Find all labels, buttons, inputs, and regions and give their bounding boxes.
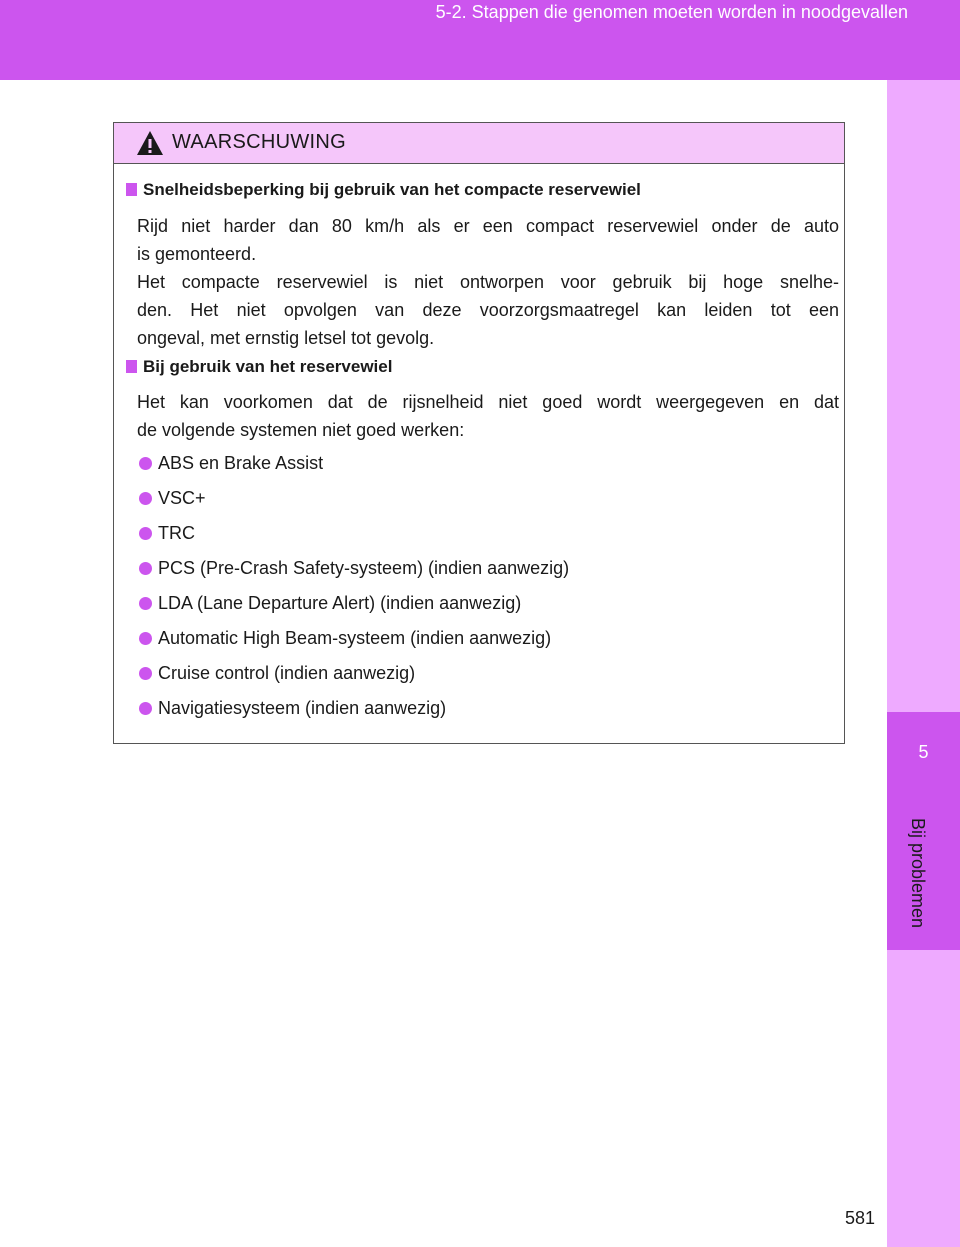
bullet-dot-icon — [139, 527, 152, 540]
page-header — [0, 0, 960, 80]
warning-box — [113, 122, 845, 744]
bullet-dot-icon — [139, 597, 152, 610]
warning-title: WAARSCHUWING — [172, 131, 346, 153]
square-bullet-icon — [126, 360, 137, 373]
section-heading-speed-limit: Snelheidsbeperking bij gebruik van het compacte reservewiel — [126, 180, 641, 200]
list-item: ABS en Brake Assist — [139, 453, 323, 474]
list-item: Navigatiesysteem (indien aanwezig) — [139, 698, 446, 719]
chapter-title: Bij problemen — [908, 818, 928, 929]
chapter-number: 5 — [918, 742, 929, 762]
bullet-dot-icon — [139, 562, 152, 575]
page-number: 581 — [844, 1208, 875, 1228]
bullet-dot-icon — [139, 457, 152, 470]
side-strip — [887, 80, 960, 1247]
section-heading-spare-wheel: Bij gebruik van het reservewiel — [126, 357, 392, 377]
bullet-dot-icon — [139, 492, 152, 505]
warning-header — [114, 123, 844, 164]
bullet-dot-icon — [139, 702, 152, 715]
chapter-tab — [887, 712, 960, 950]
bullet-dot-icon — [139, 632, 152, 645]
list-item: VSC+ — [139, 488, 206, 509]
square-bullet-icon — [126, 183, 137, 196]
list-item: PCS (Pre-Crash Safety-systeem) (indien aanwezig) — [139, 558, 569, 579]
paragraph-speed-limit: Rijd niet harder dan 80 km/h als er een compact reservewiel onder de auto is gemonteerd. Het compacte reservewiel is niet ontworpen voor gebruik bij hoge snelhe- den. Het niet opvolgen van deze voorzorgsmaatregel kan leiden tot een ongeval, met ernstig letsel tot gevolg. — [137, 216, 839, 348]
list-item: LDA (Lane Departure Alert) (indien aanwezig) — [139, 593, 521, 614]
warning-triangle-icon — [136, 130, 164, 156]
paragraph-spare-wheel: Het kan voorkomen dat de rijsnelheid niet goed wordt weergegeven en dat de volgende systemen niet goed werken: — [137, 392, 839, 440]
list-item: Cruise control (indien aanwezig) — [139, 663, 415, 684]
list-item: Automatic High Beam-systeem (indien aanwezig) — [139, 628, 551, 649]
bullet-dot-icon — [139, 667, 152, 680]
section-title: 5-2. Stappen die genomen moeten worden in noodgevallen — [435, 2, 908, 22]
list-item: TRC — [139, 523, 195, 544]
